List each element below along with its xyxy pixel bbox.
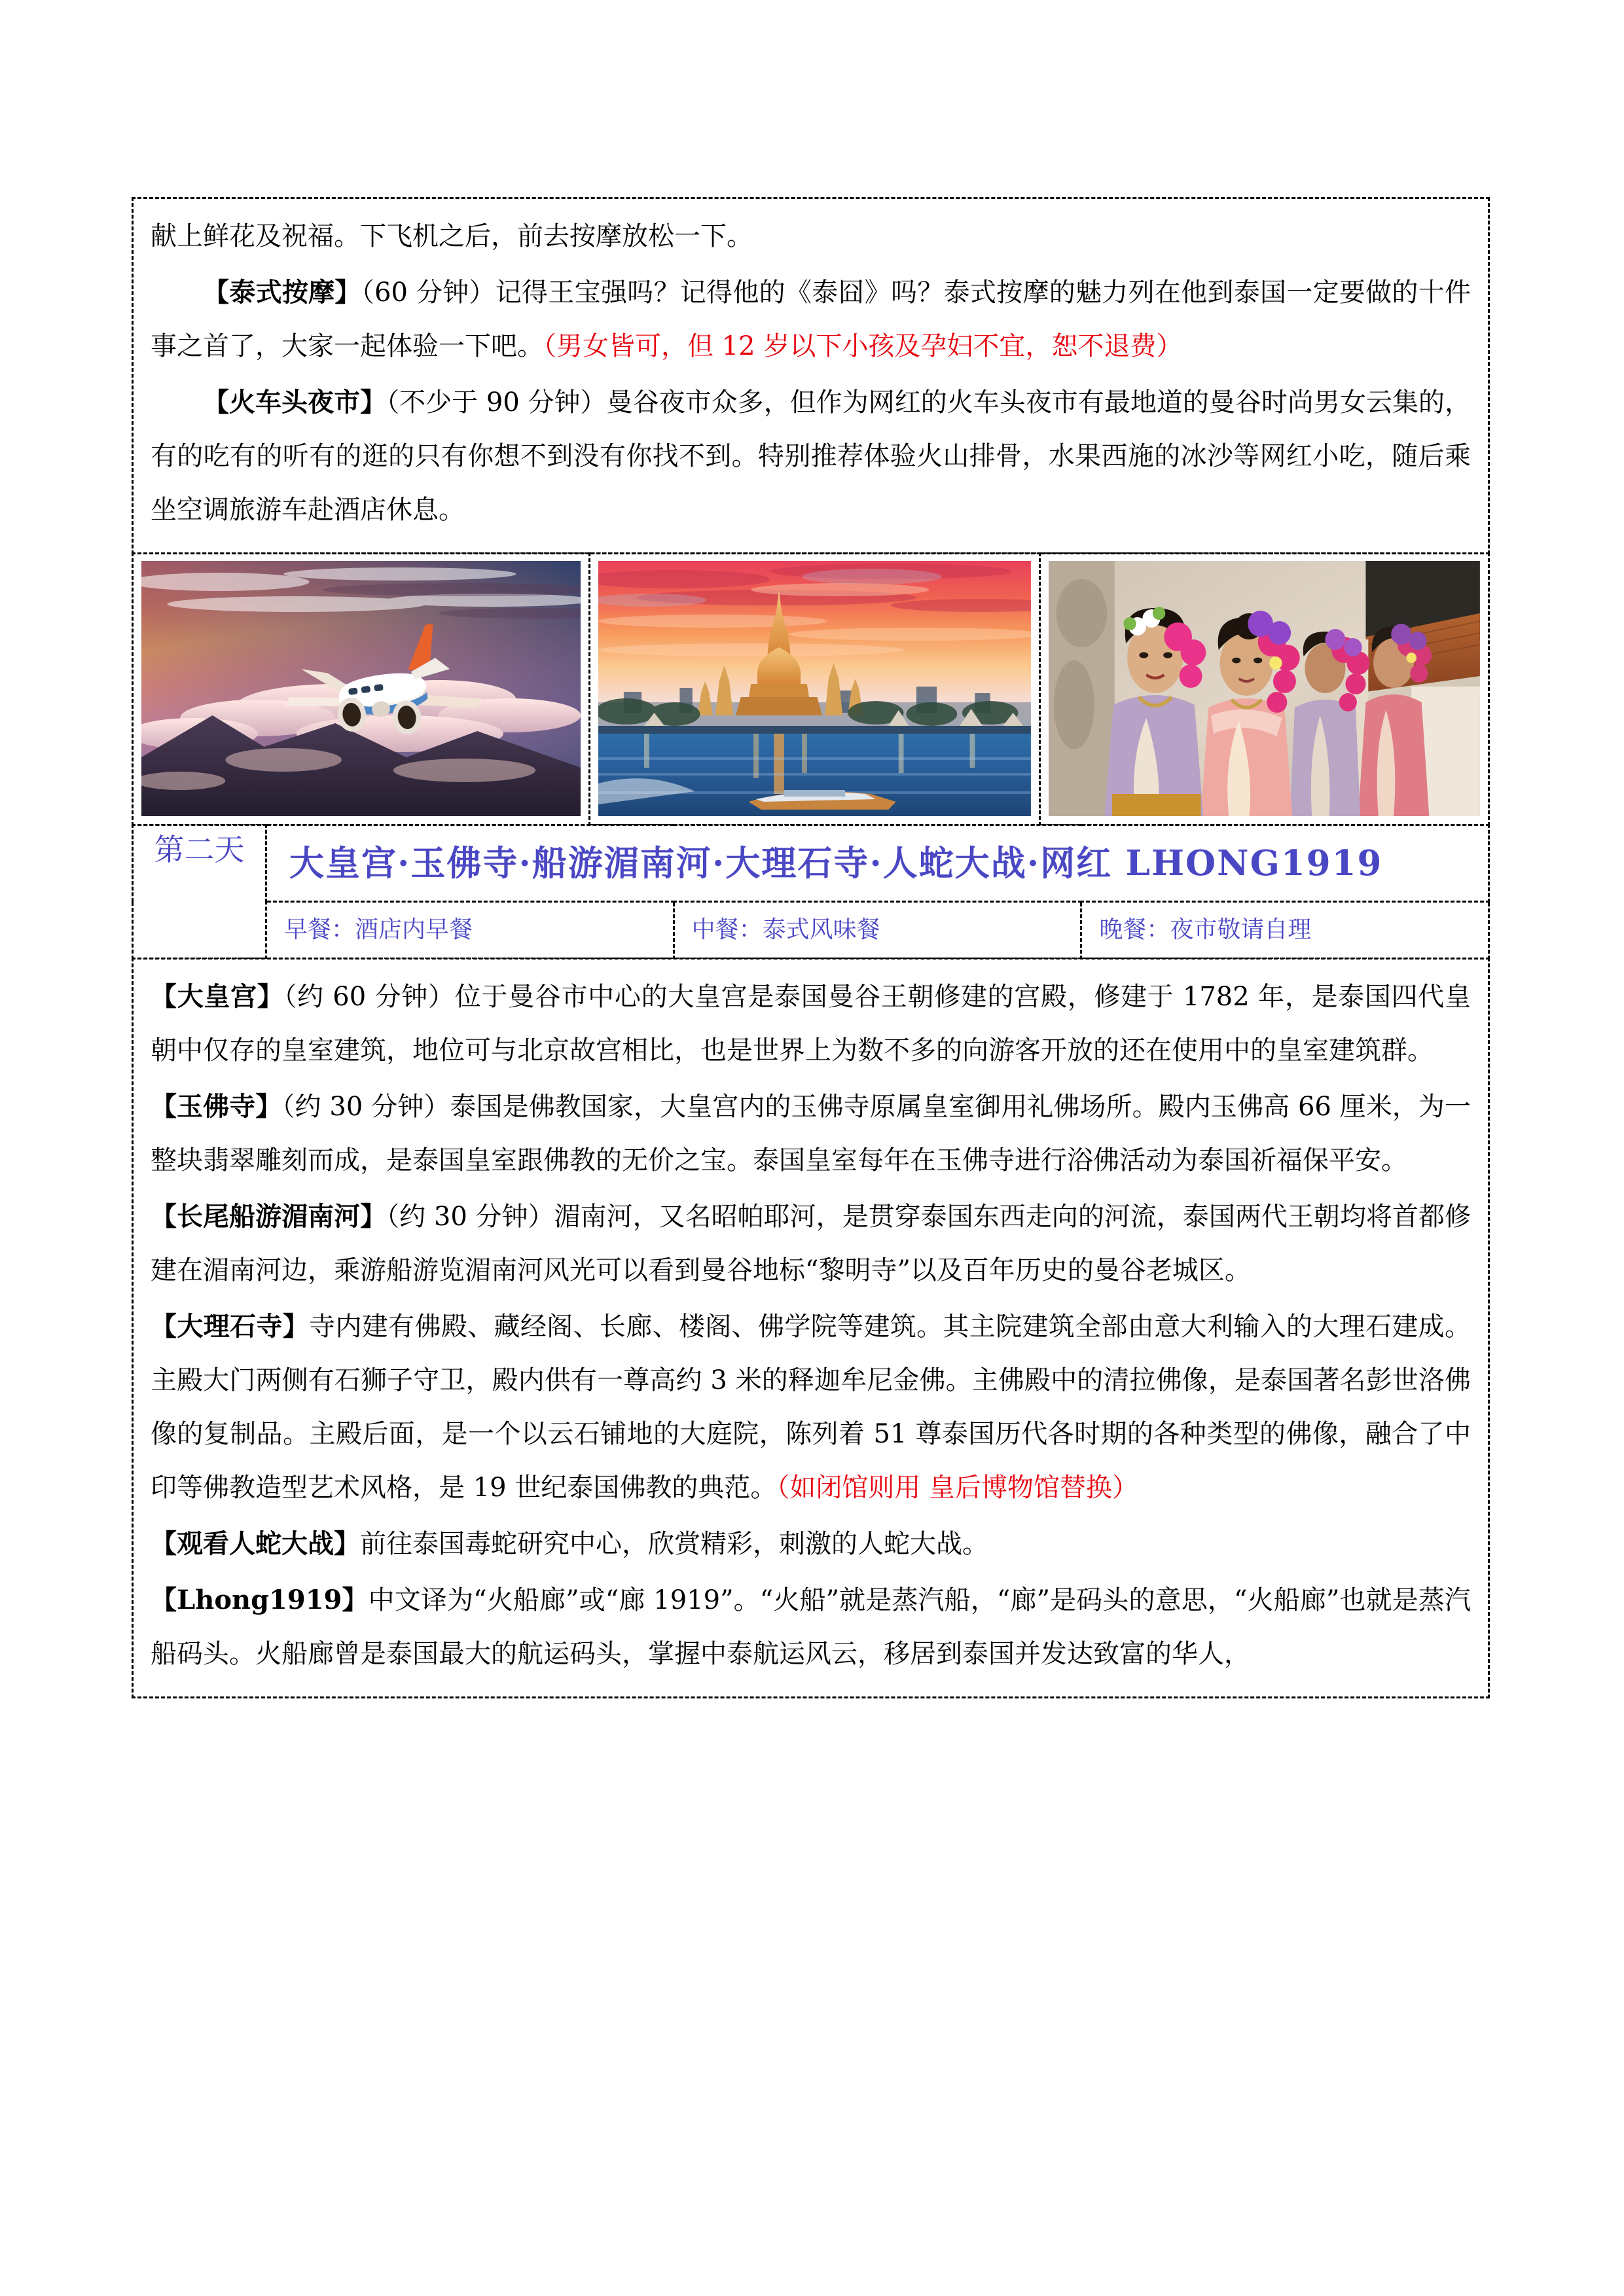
table-row	[133, 959, 1489, 1698]
top-paragraph-list	[134, 199, 1488, 552]
day-title-cell	[266, 825, 1489, 902]
text-run: （如闭馆则用 皇后博物馆替换）	[776, 1473, 1139, 1503]
body-text-table	[132, 958, 1490, 1698]
table-row	[133, 198, 1489, 554]
text-run: （不少于 90 分钟）曼谷夜市众多，但作为网红的火车头夜市有最地道的曼谷时尚男女云集的，有的吃有的听有的逛的只有你想不到没有你找不到。特别推荐体验火山排骨，水果西施的冰沙等网红小吃，随后乘坐空调旅游车赴酒店休息。	[151, 387, 1471, 525]
paragraph-emerald-buddha-temple	[151, 1080, 1471, 1187]
day-title-row	[133, 825, 1489, 902]
photo-cell-thai-dancers	[1040, 554, 1489, 825]
top-text-table	[132, 197, 1490, 554]
paragraph-arrival-tail	[151, 209, 1471, 263]
text-run: 【观看人蛇大战】	[151, 1528, 360, 1559]
text-run: （约 30 分钟）湄南河，又名昭帕耶河，是贯穿泰国东西走向的河流，泰国两代王朝均将首都修建在湄南河边，乘游船游览湄南河风光可以看到曼谷地标“黎明寺”以及百年历史的曼谷老城区。	[151, 1202, 1471, 1285]
text-run: 【火车头夜市】	[203, 387, 387, 418]
photo-cell-airplane	[133, 554, 590, 825]
text-run: （约 60 分钟）位于曼谷市中心的大皇宫是泰国曼谷王朝修建的宫殿，修建于 1782 年，是泰国四代皇朝中仅存的皇室建筑，地位可与北京故宫相比，也是世界上为数不多的向游客开放的还在使用中的皇室建筑群。	[151, 982, 1471, 1066]
paragraph-marble-temple	[151, 1300, 1471, 1515]
breakfast-label: 早餐：酒店内早餐	[283, 916, 473, 943]
day-number-cell	[133, 825, 266, 959]
day-header-table	[132, 824, 1490, 960]
photo-row-table	[132, 552, 1490, 826]
wat-arun-sunset-photo	[590, 554, 1039, 824]
thai-traditional-dancers-photo	[1041, 554, 1488, 824]
itinerary-sheet	[132, 197, 1490, 1698]
paragraph-train-night-market	[151, 376, 1471, 537]
day-number-label: 第二天	[154, 832, 245, 867]
meal-cell-lunch	[674, 902, 1081, 959]
text-run: （男女皆可，但 12 岁以下小孩及孕妇不宜，恕不退费）	[543, 331, 1183, 361]
photo-cell-wat-arun	[590, 554, 1040, 825]
text-run: 献上鲜花及祝福。下飞机之后，前去按摩放松一下。	[151, 221, 753, 251]
meal-cell-breakfast	[266, 902, 674, 959]
paragraph-longtail-boat-chao-phraya	[151, 1190, 1471, 1297]
day-title-text: 大皇宫·玉佛寺·船游湄南河·大理石寺·人蛇大战·网红 LHONG1919	[289, 843, 1383, 884]
paragraph-lhong1919	[151, 1573, 1471, 1681]
meal-cell-dinner	[1081, 902, 1489, 959]
text-run: （约 30 分钟）泰国是佛教国家，大皇宫内的玉佛寺原属皇室御用礼佛场所。殿内玉佛高 66 厘米，为一整块翡翠雕刻而成，是泰国皇室跟佛教的无价之宝。泰国皇室每年在玉佛寺进行浴佛活动为泰国祈福保平安。	[151, 1092, 1471, 1175]
text-run: 寺内建有佛殿、藏经阁、长廊、楼阁、佛学院等建筑。其主院建筑全部由意大利输入的大理石建成。主殿大门两侧有石狮子守卫，殿内供有一尊高约 3 米的释迦牟尼金佛。主佛殿中的清拉佛像，是泰国著名彭世洛佛像的复制品。主殿后面，是一个以云石铺地的大庭院，陈列着 51 尊泰国历代各时期的各种类型的佛像，融合了中印等佛教造型艺术风格，是 19 世纪泰国佛教的典范。	[151, 1312, 1471, 1503]
text-run: 【玉佛寺】	[151, 1091, 282, 1122]
paragraph-grand-palace	[151, 970, 1471, 1077]
body-paragraph-list	[134, 960, 1488, 1696]
text-run: （60 分钟）记得王宝强吗？记得他的《泰囧》吗？泰式按摩的魅力列在他到泰国一定要做的十件事之首了，大家一起体验一下吧。	[151, 278, 1471, 361]
lunch-label: 中餐：泰式风味餐	[691, 916, 880, 943]
text-run: 前往泰国毒蛇研究中心，欣赏精彩，刺激的人蛇大战。	[360, 1529, 988, 1559]
body-text-cell	[133, 959, 1489, 1698]
text-run: 【大皇宫】	[151, 981, 284, 1012]
text-run: 【泰式按摩】	[203, 277, 361, 308]
text-run: 【大理石寺】	[151, 1311, 310, 1342]
top-text-cell	[133, 198, 1489, 554]
paragraph-thai-massage	[151, 266, 1471, 373]
text-run: 【Lhong1919】	[151, 1585, 369, 1615]
airplane-sunset-photo	[134, 554, 588, 824]
dinner-label: 晚餐：夜市敬请自理	[1099, 916, 1312, 943]
meal-row	[133, 902, 1489, 959]
paragraph-snake-show	[151, 1517, 1471, 1571]
table-row	[133, 554, 1489, 825]
text-run: 【长尾船游湄南河】	[151, 1201, 387, 1232]
text-run: 中文译为“火船廊”或“廊 1919”。“火船”就是蒸汽船，“廊”是码头的意思，“火船廊”也就是蒸汽船码头。火船廊曾是泰国最大的航运码头，掌握中泰航运风云，移居到泰国并发达致富的华人，	[151, 1585, 1471, 1669]
